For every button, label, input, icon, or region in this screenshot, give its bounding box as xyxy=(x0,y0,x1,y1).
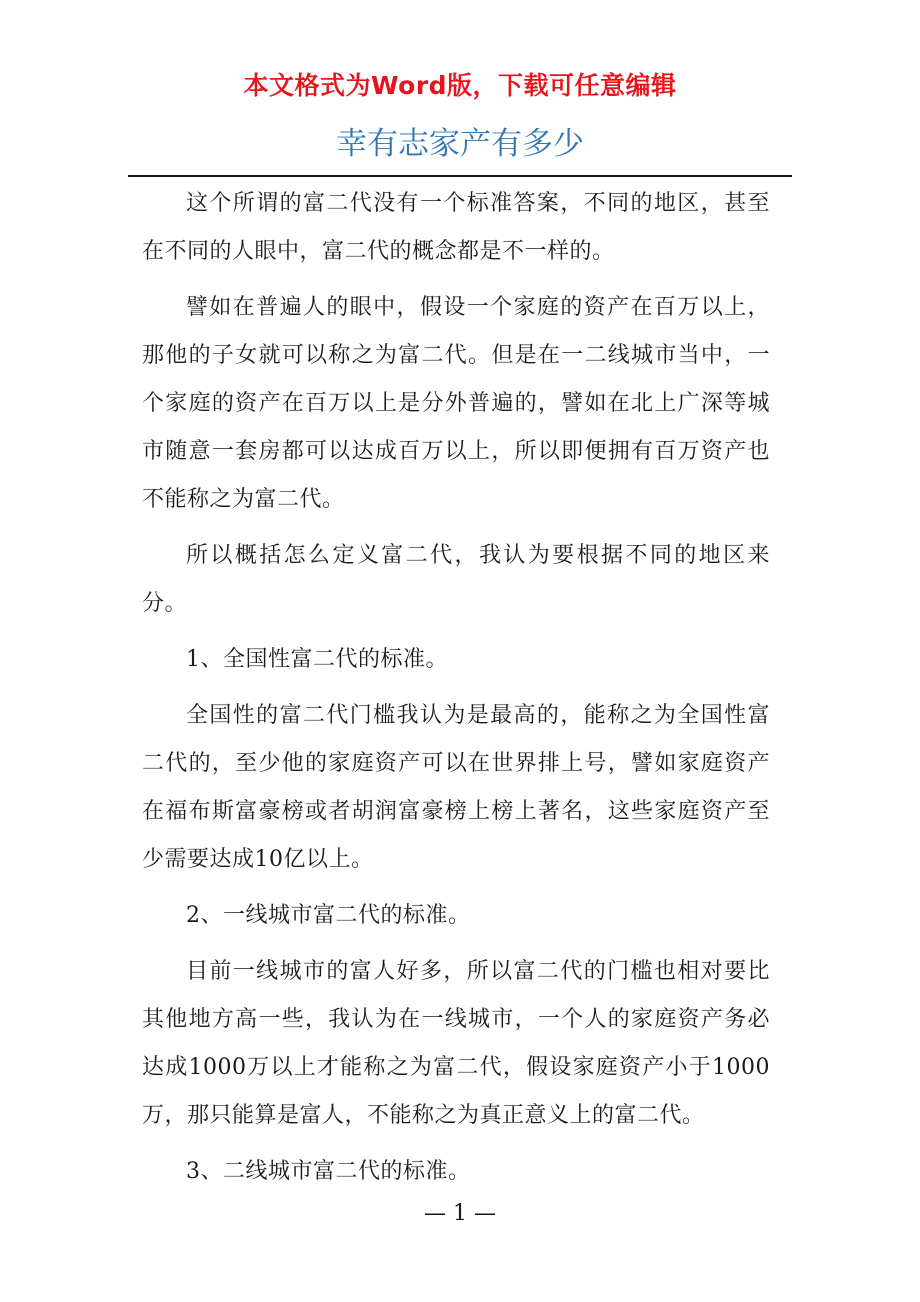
section-heading: 1、全国性富二代的标准。 xyxy=(186,647,448,672)
paragraph: 所以概括怎么定义富二代，我认为要根据不同的地区来分。 xyxy=(142,543,770,616)
document-title: 幸有志家产有多少 xyxy=(336,126,584,162)
title-divider xyxy=(128,175,792,177)
section-heading: 3、二线城市富二代的标准。 xyxy=(186,1159,471,1184)
format-notice-banner: 本文格式为Word版，下载可任意编辑 xyxy=(243,71,677,100)
paragraph: 这个所谓的富二代没有一个标准答案，不同的地区，甚至在不同的人眼中，富二代的概念都是不一样的。 xyxy=(142,191,770,264)
document-body xyxy=(142,180,770,1204)
paragraph: 全国性的富二代门槛我认为是最高的，能称之为全国性富二代的，至少他的家庭资产可以在世界排上号，譬如家庭资产在福布斯富豪榜或者胡润富豪榜上榜上著名，这些家庭资产至少需要达成10亿以上。 xyxy=(142,703,770,872)
paragraph: 譬如在普遍人的眼中，假设一个家庭的资产在百万以上，那他的子女就可以称之为富二代。但是在一二线城市当中，一个家庭的资产在百万以上是分外普遍的，譬如在北上广深等城市随意一套房都可以达成百万以上，所以即便拥有百万资产也不能称之为富二代。 xyxy=(142,295,770,512)
page-number: — 1 — xyxy=(424,1201,496,1226)
paragraph: 目前一线城市的富人好多，所以富二代的门槛也相对要比其他地方高一些，我认为在一线城市，一个人的家庭资产务必达成1000万以上才能称之为富二代，假设家庭资产小于1000万，那只能算是富人，不能称之为真正意义上的富二代。 xyxy=(142,959,770,1128)
section-heading: 2、一线城市富二代的标准。 xyxy=(186,903,471,928)
